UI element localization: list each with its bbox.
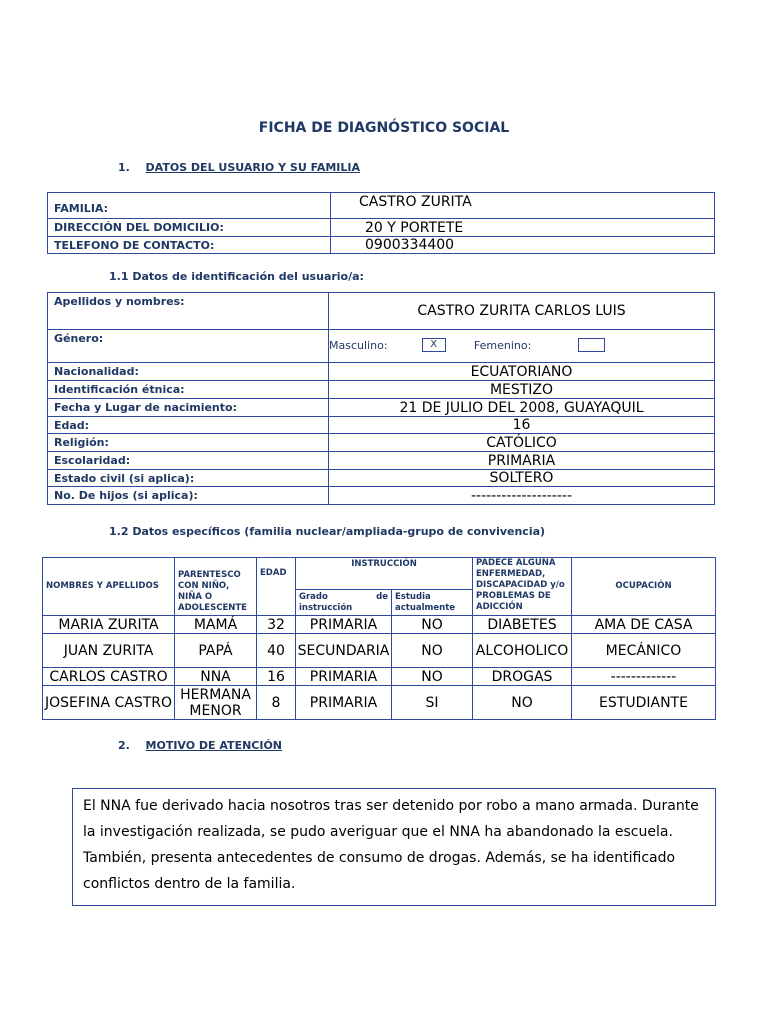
household-table <box>42 557 716 720</box>
member-occupation: ------------- <box>572 668 716 686</box>
gender-label: Género: <box>48 330 329 363</box>
section-1-heading <box>118 161 360 174</box>
gender-value <box>329 330 715 363</box>
member-condition: DROGAS <box>473 668 572 686</box>
religion-label: Religión: <box>48 434 329 452</box>
ethnicity-value: MESTIZO <box>329 381 715 399</box>
member-studying: NO <box>392 668 473 686</box>
member-relationship: HERMANA MENOR <box>175 686 257 720</box>
page-title: FICHA DE DIAGNÓSTICO SOCIAL <box>258 120 510 136</box>
nationality-label: Nacionalidad: <box>48 363 329 381</box>
family-row <box>48 237 715 254</box>
family-value: CASTRO ZURITA <box>331 193 715 219</box>
household-header-row <box>43 558 716 590</box>
member-age: 8 <box>257 686 296 720</box>
header-instruction: INSTRUCCIÓN <box>296 558 473 590</box>
member-relationship: NNA <box>175 668 257 686</box>
subsection-1-2-heading: 1.2 Datos específicos (familia nuclear/ampliada-grupo de convivencia) <box>109 525 546 538</box>
children-label: No. De hijos (si aplica): <box>48 487 329 505</box>
user-row <box>48 452 715 470</box>
member-age: 16 <box>257 668 296 686</box>
section-2-label: MOTIVO DE ATENCIÓN <box>145 739 283 752</box>
member-grade: PRIMARIA <box>296 616 392 634</box>
member-relationship: PAPÁ <box>175 634 257 668</box>
header-relationship: PARENTESCO CON NIÑO, NIÑA O ADOLESCENTE <box>175 558 257 616</box>
user-row <box>48 293 715 330</box>
member-grade: PRIMARIA <box>296 686 392 720</box>
header-occupation: OCUPACIÓN <box>572 558 716 616</box>
female-checkbox[interactable] <box>578 338 605 352</box>
member-condition: NO <box>473 686 572 720</box>
header-grade: Grado de instrucción <box>296 590 392 616</box>
section-1-label: DATOS DEL USUARIO Y SU FAMILIA <box>145 161 361 174</box>
children-value: -------------------- <box>329 487 715 505</box>
names-label: Apellidos y nombres: <box>48 293 329 330</box>
member-condition: DIABETES <box>473 616 572 634</box>
civil-status-label: Estado civil (si aplica): <box>48 470 329 487</box>
user-row <box>48 487 715 505</box>
schooling-value: PRIMARIA <box>329 452 715 470</box>
member-grade: SECUNDARIA <box>296 634 392 668</box>
religion-value: CATÓLICO <box>329 434 715 452</box>
header-studying: Estudia actualmente <box>392 590 473 616</box>
male-label: Masculino: <box>329 339 388 352</box>
member-studying: SI <box>392 686 473 720</box>
member-relationship: MAMÁ <box>175 616 257 634</box>
household-row <box>43 634 716 668</box>
user-row <box>48 363 715 381</box>
age-label: Edad: <box>48 417 329 434</box>
female-label: Femenino: <box>473 339 532 352</box>
household-row <box>43 616 716 634</box>
civil-status-value: SOLTERO <box>329 470 715 487</box>
member-studying: NO <box>392 616 473 634</box>
names-value: CASTRO ZURITA CARLOS LUIS <box>329 293 715 330</box>
ethnicity-label: Identificación étnica: <box>48 381 329 399</box>
member-name: MARIA ZURITA <box>43 616 175 634</box>
member-name: JUAN ZURITA <box>43 634 175 668</box>
header-age: EDAD <box>257 558 296 616</box>
address-value: 20 Y PORTETE <box>331 219 715 237</box>
member-age: 32 <box>257 616 296 634</box>
member-occupation: MECÁNICO <box>572 634 716 668</box>
member-condition: ALCOHOLICO <box>473 634 572 668</box>
user-table <box>47 292 715 505</box>
user-row <box>48 381 715 399</box>
section-2-heading <box>118 739 282 752</box>
household-row <box>43 686 716 720</box>
user-row <box>48 330 715 363</box>
header-condition: PADECE ALGUNA ENFERMEDAD, DISCAPACIDAD y/o PROBLEMAS DE ADICCIÓN <box>473 558 572 616</box>
user-row <box>48 399 715 417</box>
member-age: 40 <box>257 634 296 668</box>
family-table <box>47 192 715 254</box>
member-grade: PRIMARIA <box>296 668 392 686</box>
member-studying: NO <box>392 634 473 668</box>
section-2-number: 2. <box>118 739 130 752</box>
reason-text-box: El NNA fue derivado hacia nosotros tras ser detenido por robo a mano armada. Durante la investigación realizada, se pudo averiguar que el NNA ha abandonado la escuela. También, presenta antecedentes de consumo de drogas. Además, se ha identificado conflictos dentro de la familia. <box>72 788 716 906</box>
phone-value: 0900334400 <box>331 237 715 254</box>
schooling-label: Escolaridad: <box>48 452 329 470</box>
user-row <box>48 434 715 452</box>
address-label: DIRECCIÓN DEL DOMICILIO: <box>48 219 331 237</box>
nationality-value: ECUATORIANO <box>329 363 715 381</box>
male-checkbox[interactable]: X <box>422 338 446 352</box>
phone-label: TELEFONO DE CONTACTO: <box>48 237 331 254</box>
member-occupation: ESTUDIANTE <box>572 686 716 720</box>
family-label: FAMILIA: <box>48 193 331 219</box>
header-names: NOMBRES Y APELLIDOS <box>43 558 175 616</box>
user-row <box>48 470 715 487</box>
member-name: JOSEFINA CASTRO <box>43 686 175 720</box>
member-occupation: AMA DE CASA <box>572 616 716 634</box>
household-row <box>43 668 716 686</box>
section-1-number: 1. <box>118 161 130 174</box>
family-row <box>48 219 715 237</box>
family-row <box>48 193 715 219</box>
member-name: CARLOS CASTRO <box>43 668 175 686</box>
user-row <box>48 417 715 434</box>
birth-value: 21 DE JULIO DEL 2008, GUAYAQUIL <box>329 399 715 417</box>
subsection-1-1-heading: 1.1 Datos de identificación del usuario/a: <box>109 270 364 283</box>
age-value: 16 <box>329 417 715 434</box>
birth-label: Fecha y Lugar de nacimiento: <box>48 399 329 417</box>
